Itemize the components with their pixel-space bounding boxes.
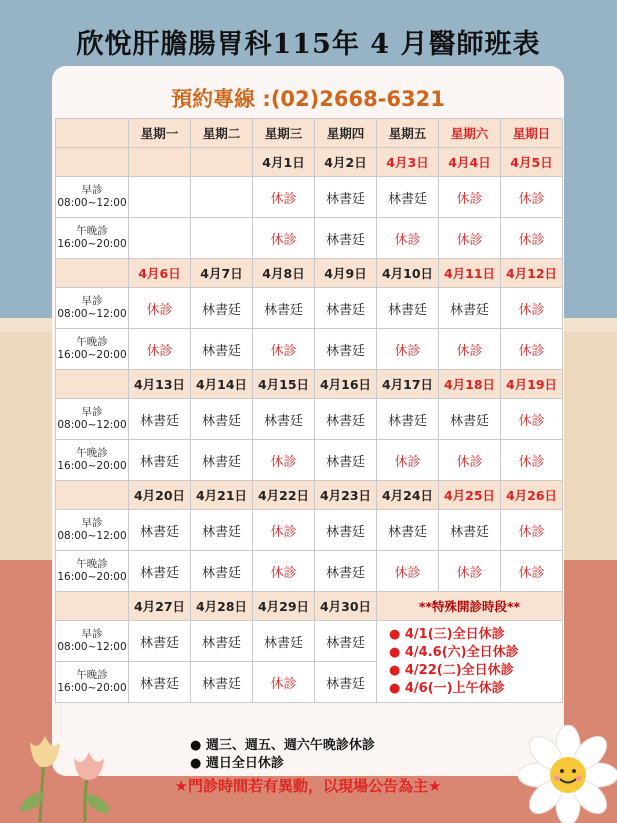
header-corner-cell <box>56 119 129 148</box>
date-row <box>56 481 563 510</box>
schedule-cell: 休診 <box>501 510 563 551</box>
morning-time: 08:00~12:00 <box>57 308 127 320</box>
date-cell <box>129 148 191 177</box>
date-cell: 4月15日 <box>253 370 315 399</box>
date-cell: 4月12日 <box>501 259 563 288</box>
schedule-cell: 休診 <box>377 551 439 592</box>
special-note: ● 4/1(三)全日休診 <box>389 626 505 642</box>
footer-notice: ★門診時間若有異動，以現場公告為主★ <box>174 777 442 795</box>
date-cell <box>191 148 253 177</box>
schedule-cell: 休診 <box>501 288 563 329</box>
evening-label: 午晚診 <box>76 447 108 459</box>
evening-label: 午晚診 <box>76 669 108 681</box>
schedule-cell: 林書廷 <box>377 510 439 551</box>
schedule-cell: 林書廷 <box>377 288 439 329</box>
date-cell: 4月13日 <box>129 370 191 399</box>
schedule-cell: 林書廷 <box>129 621 191 662</box>
date-cell: 4月30日 <box>315 592 377 621</box>
schedule-cell: 林書廷 <box>315 288 377 329</box>
schedule-cell: 林書廷 <box>191 551 253 592</box>
date-cell: 4月17日 <box>377 370 439 399</box>
schedule-cell: 林書廷 <box>439 288 501 329</box>
schedule-cell: 林書廷 <box>129 510 191 551</box>
weekday-header: 星期三 <box>253 119 315 148</box>
weekday-header: 星期五 <box>377 119 439 148</box>
schedule-cell: 林書廷 <box>191 662 253 703</box>
weekday-header: 星期四 <box>315 119 377 148</box>
schedule-cell: 休診 <box>253 662 315 703</box>
morning-time: 08:00~12:00 <box>57 641 127 653</box>
date-cell: 4月4日 <box>439 148 501 177</box>
schedule-cell: 林書廷 <box>439 510 501 551</box>
schedule-cell: 休診 <box>501 551 563 592</box>
schedule-cell <box>191 218 253 259</box>
weekday-header: 星期一 <box>129 119 191 148</box>
date-cell: 4月19日 <box>501 370 563 399</box>
schedule-cell: 休診 <box>501 440 563 481</box>
date-cell: 4月24日 <box>377 481 439 510</box>
date-cell: 4月9日 <box>315 259 377 288</box>
morning-slot-label <box>56 288 129 329</box>
schedule-cell: 林書廷 <box>315 662 377 703</box>
date-cell: 4月16日 <box>315 370 377 399</box>
evening-time: 16:00~20:00 <box>57 682 127 694</box>
special-notes-cell <box>377 621 563 703</box>
morning-slot-label <box>56 510 129 551</box>
evening-slot-label <box>56 662 129 703</box>
schedule-cell: 林書廷 <box>253 399 315 440</box>
schedule-cell: 林書廷 <box>129 551 191 592</box>
schedule-cell: 林書廷 <box>191 399 253 440</box>
date-row-label <box>56 259 129 288</box>
date-cell: 4月14日 <box>191 370 253 399</box>
notes-list <box>190 737 375 773</box>
morning-slot-label <box>56 177 129 218</box>
note-bullet: ● 週日全日休診 <box>190 756 284 771</box>
schedule-cell: 林書廷 <box>191 329 253 370</box>
date-cell: 4月28日 <box>191 592 253 621</box>
schedule-cell: 休診 <box>439 177 501 218</box>
date-cell: 4月20日 <box>129 481 191 510</box>
schedule-cell: 林書廷 <box>191 440 253 481</box>
schedule-cell: 林書廷 <box>253 621 315 662</box>
schedule-cell: 休診 <box>439 218 501 259</box>
schedule-cell: 林書廷 <box>191 288 253 329</box>
morning-slot-label <box>56 399 129 440</box>
morning-row <box>56 399 563 440</box>
schedule-cell: 休診 <box>377 329 439 370</box>
morning-slot-label <box>56 621 129 662</box>
date-row-label <box>56 370 129 399</box>
date-cell: 4月10日 <box>377 259 439 288</box>
evening-row <box>56 551 563 592</box>
schedule-cell: 休診 <box>253 551 315 592</box>
special-note: ● 4/22(二)全日休診 <box>389 662 514 678</box>
daisy-smiley-illustration <box>518 725 617 823</box>
schedule-cell: 休診 <box>129 288 191 329</box>
schedule-cell: 林書廷 <box>191 510 253 551</box>
schedule-cell <box>191 177 253 218</box>
schedule-cell: 林書廷 <box>377 177 439 218</box>
evening-time: 16:00~20:00 <box>57 460 127 472</box>
booking-hotline: 預約專線 :(02)2668-6321 <box>171 87 445 111</box>
schedule-cell: 林書廷 <box>129 440 191 481</box>
morning-row <box>56 288 563 329</box>
schedule-cell: 林書廷 <box>377 399 439 440</box>
morning-row <box>56 621 563 662</box>
schedule-cell: 林書廷 <box>315 621 377 662</box>
date-cell: 4月27日 <box>129 592 191 621</box>
evening-time: 16:00~20:00 <box>57 238 127 250</box>
schedule-cell: 休診 <box>253 510 315 551</box>
schedule-cell: 林書廷 <box>439 399 501 440</box>
evening-label: 午晚診 <box>76 558 108 570</box>
date-cell: 4月18日 <box>439 370 501 399</box>
date-cell: 4月8日 <box>253 259 315 288</box>
date-row <box>56 370 563 399</box>
date-cell: 4月2日 <box>315 148 377 177</box>
schedule-cell <box>129 218 191 259</box>
morning-time: 08:00~12:00 <box>57 419 127 431</box>
date-cell: 4月21日 <box>191 481 253 510</box>
special-note: ● 4/4.6(六)全日休診 <box>389 644 519 660</box>
date-cell: 4月23日 <box>315 481 377 510</box>
date-cell: 4月3日 <box>377 148 439 177</box>
schedule-cell: 休診 <box>377 440 439 481</box>
schedule-cell: 休診 <box>439 329 501 370</box>
evening-row <box>56 440 563 481</box>
special-hours-title: **特殊開診時段** <box>377 592 563 621</box>
evening-time: 16:00~20:00 <box>57 571 127 583</box>
schedule-cell: 休診 <box>501 218 563 259</box>
date-cell: 4月22日 <box>253 481 315 510</box>
special-note: ● 4/6(一)上午休診 <box>389 680 505 696</box>
weekday-header: 星期六 <box>439 119 501 148</box>
schedule-cell: 休診 <box>253 218 315 259</box>
evening-slot-label <box>56 329 129 370</box>
date-cell: 4月11日 <box>439 259 501 288</box>
date-row-label <box>56 148 129 177</box>
schedule-cell: 林書廷 <box>253 288 315 329</box>
morning-label: 早診 <box>81 295 103 307</box>
date-cell: 4月29日 <box>253 592 315 621</box>
morning-time: 08:00~12:00 <box>57 197 127 209</box>
evening-label: 午晚診 <box>76 225 108 237</box>
schedule-cell: 休診 <box>501 329 563 370</box>
schedule-cell: 休診 <box>501 177 563 218</box>
note-bullet: ● 週三、週五、週六午晚診休診 <box>190 738 375 753</box>
weekday-header-row <box>56 119 563 148</box>
date-row <box>56 148 563 177</box>
weekday-header: 星期二 <box>191 119 253 148</box>
morning-time: 08:00~12:00 <box>57 530 127 542</box>
date-row-label <box>56 592 129 621</box>
schedule-cell: 休診 <box>129 329 191 370</box>
schedule-cell: 林書廷 <box>129 662 191 703</box>
date-cell: 4月26日 <box>501 481 563 510</box>
schedule-table <box>55 118 563 703</box>
schedule-cell: 林書廷 <box>315 399 377 440</box>
weekday-header: 星期日 <box>501 119 563 148</box>
page-title: 欣悅肝膽腸胃科115年 4 月醫師班表 <box>76 29 541 60</box>
schedule-cell: 休診 <box>439 551 501 592</box>
schedule-cell: 林書廷 <box>315 551 377 592</box>
date-cell: 4月6日 <box>129 259 191 288</box>
date-cell: 4月1日 <box>253 148 315 177</box>
schedule-cell: 林書廷 <box>315 440 377 481</box>
schedule-cell: 林書廷 <box>191 621 253 662</box>
date-row-label <box>56 481 129 510</box>
morning-label: 早診 <box>81 406 103 418</box>
date-cell: 4月7日 <box>191 259 253 288</box>
date-row <box>56 259 563 288</box>
evening-time: 16:00~20:00 <box>57 349 127 361</box>
schedule-cell: 林書廷 <box>315 218 377 259</box>
evening-slot-label <box>56 551 129 592</box>
evening-row <box>56 218 563 259</box>
schedule-cell: 休診 <box>439 440 501 481</box>
schedule-cell: 休診 <box>253 440 315 481</box>
evening-label: 午晚診 <box>76 336 108 348</box>
schedule-cell: 林書廷 <box>129 399 191 440</box>
schedule-cell: 休診 <box>377 218 439 259</box>
schedule-cell <box>129 177 191 218</box>
morning-row <box>56 177 563 218</box>
date-row <box>56 592 563 621</box>
evening-slot-label <box>56 218 129 259</box>
schedule-cell: 休診 <box>253 177 315 218</box>
schedule-cell: 休診 <box>501 399 563 440</box>
evening-row <box>56 329 563 370</box>
morning-label: 早診 <box>81 628 103 640</box>
date-cell: 4月5日 <box>501 148 563 177</box>
evening-slot-label <box>56 440 129 481</box>
morning-label: 早診 <box>81 184 103 196</box>
schedule-cell: 休診 <box>253 329 315 370</box>
morning-row <box>56 510 563 551</box>
schedule-cell: 林書廷 <box>315 510 377 551</box>
morning-label: 早診 <box>81 517 103 529</box>
tulip-illustration <box>10 722 120 823</box>
schedule-cell: 林書廷 <box>315 329 377 370</box>
schedule-cell: 林書廷 <box>315 177 377 218</box>
date-cell: 4月25日 <box>439 481 501 510</box>
